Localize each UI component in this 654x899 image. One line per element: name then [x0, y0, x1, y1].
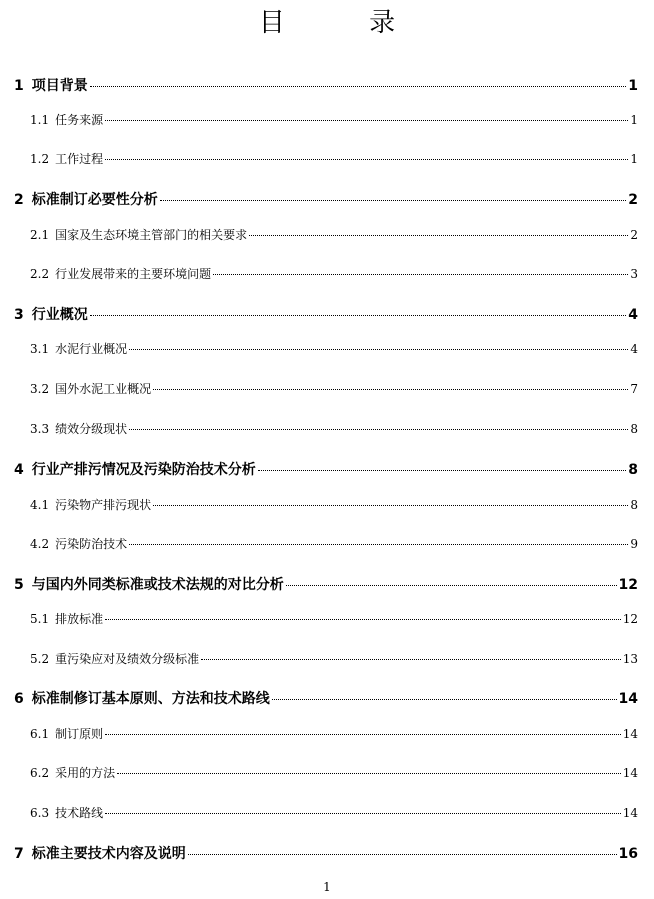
- toc-entry-number: 3.2: [30, 382, 50, 396]
- toc-entry-label: 制订原则: [55, 727, 104, 741]
- toc-entry-page: 8: [628, 462, 638, 478]
- toc-entry-label: 国家及生态环境主管部门的相关要求: [55, 228, 248, 242]
- toc-entry[interactable]: [30, 340, 638, 357]
- toc-entry-page: 14: [618, 691, 638, 707]
- toc-entry-label: 采用的方法: [55, 766, 116, 780]
- toc-entry-number: 3.3: [30, 422, 50, 436]
- toc-entry-number: 2: [14, 192, 24, 208]
- toc-leader-dots: [117, 773, 621, 774]
- toc-entry[interactable]: [30, 535, 638, 552]
- toc-entry[interactable]: [14, 459, 638, 479]
- toc-entry-page: 1: [630, 152, 638, 166]
- toc-entry[interactable]: [30, 420, 638, 437]
- toc-entry-number: 6.1: [30, 727, 50, 741]
- toc-entry-number: 2.2: [30, 267, 50, 281]
- toc-entry-page: 14: [622, 806, 638, 820]
- toc-entry-page: 4: [628, 307, 638, 323]
- toc-entry-page: 1: [628, 78, 638, 94]
- toc-entry[interactable]: [30, 725, 638, 742]
- toc-entry[interactable]: [14, 75, 638, 95]
- toc-entry-page: 4: [630, 342, 638, 356]
- toc-entry-number: 7: [14, 846, 24, 862]
- toc-entry-number: 1: [14, 78, 24, 94]
- toc-entry[interactable]: [30, 380, 638, 397]
- toc-entry-page: 8: [630, 498, 638, 512]
- toc-entry-page: 14: [622, 727, 638, 741]
- toc-entry-label: 标准主要技术内容及说明: [31, 846, 186, 862]
- toc-entry[interactable]: [30, 650, 638, 667]
- toc-entry-number: 3.1: [30, 342, 50, 356]
- toc-entry-page: 12: [622, 612, 638, 626]
- toc-leader-dots: [258, 470, 627, 471]
- toc-leader-dots: [105, 813, 621, 814]
- toc-leader-dots: [129, 429, 628, 430]
- toc-entry-number: 4.2: [30, 537, 50, 551]
- toc-entry-number: 4: [14, 462, 24, 478]
- toc-entry-label: 行业发展带来的主要环境问题: [55, 267, 212, 281]
- toc-entry-label: 任务来源: [55, 113, 104, 127]
- toc-entry-page: 8: [630, 422, 638, 436]
- toc-entry-label: 重污染应对及绩效分级标准: [55, 652, 200, 666]
- toc-entry-label: 工作过程: [55, 152, 104, 166]
- toc-leader-dots: [90, 86, 627, 87]
- toc-leader-dots: [286, 585, 617, 586]
- toc-entry[interactable]: [14, 843, 638, 863]
- toc-leader-dots: [105, 120, 628, 121]
- toc-entry-number: 6: [14, 691, 24, 707]
- toc-entry[interactable]: [14, 304, 638, 324]
- toc-entry-page: 1: [630, 113, 638, 127]
- toc-entry-page: 12: [618, 577, 638, 593]
- toc-leader-dots: [160, 200, 627, 201]
- toc-leader-dots: [153, 505, 628, 506]
- page-number-footer: 1: [323, 880, 331, 894]
- toc-leader-dots: [201, 659, 621, 660]
- toc-entry-label: 项目背景: [31, 78, 88, 94]
- page-title: 目 录: [258, 8, 434, 38]
- toc-entry-label: 水泥行业概况: [55, 342, 128, 356]
- toc-entry-number: 3: [14, 307, 24, 323]
- toc-entry-page: 7: [630, 382, 638, 396]
- toc-entry[interactable]: [30, 764, 638, 781]
- toc-entry[interactable]: [30, 496, 638, 513]
- toc-leader-dots: [90, 315, 627, 316]
- toc-leader-dots: [153, 389, 628, 390]
- toc-leader-dots: [188, 854, 617, 855]
- toc-leader-dots: [105, 619, 621, 620]
- toc-entry-label: 污染防治技术: [55, 537, 128, 551]
- toc-entry-number: 6.2: [30, 766, 50, 780]
- toc-entry-label: 行业产排污情况及污染防治技术分析: [31, 462, 256, 478]
- toc-leader-dots: [105, 159, 628, 160]
- toc-entry-label: 与国内外同类标准或技术法规的对比分析: [31, 577, 284, 593]
- toc-entry[interactable]: [30, 265, 638, 282]
- toc-entry[interactable]: [30, 150, 638, 167]
- toc-leader-dots: [129, 544, 628, 545]
- toc-entry-number: 5: [14, 577, 24, 593]
- toc-entry-label: 行业概况: [31, 307, 88, 323]
- toc-entry-label: 排放标准: [55, 612, 104, 626]
- toc-entry[interactable]: [14, 189, 638, 209]
- toc-leader-dots: [249, 235, 628, 236]
- toc-leader-dots: [213, 274, 628, 275]
- toc-entry-page: 2: [628, 192, 638, 208]
- toc-entry-number: 6.3: [30, 806, 50, 820]
- toc-leader-dots: [129, 349, 628, 350]
- toc-entry-page: 14: [622, 766, 638, 780]
- toc-entry-number: 1.2: [30, 152, 50, 166]
- toc-entry[interactable]: [30, 111, 638, 128]
- toc-entry[interactable]: [14, 688, 638, 708]
- toc-entry-number: 5.1: [30, 612, 50, 626]
- toc-entry-label: 污染物产排污现状: [55, 498, 152, 512]
- toc-entry-page: 16: [618, 846, 638, 862]
- toc-entry-page: 13: [622, 652, 638, 666]
- toc-entry-number: 4.1: [30, 498, 50, 512]
- toc-leader-dots: [105, 734, 621, 735]
- toc-leader-dots: [272, 699, 617, 700]
- toc-entry-page: 3: [630, 267, 638, 281]
- toc-entry-label: 绩效分级现状: [55, 422, 128, 436]
- toc-entry[interactable]: [30, 804, 638, 821]
- toc-entry-page: 2: [630, 228, 638, 242]
- toc-entry-number: 5.2: [30, 652, 50, 666]
- toc-entry[interactable]: [14, 574, 638, 594]
- toc-entry-label: 国外水泥工业概况: [55, 382, 152, 396]
- toc-entry-number: 1.1: [30, 113, 50, 127]
- toc-entry-label: 标准制修订基本原则、方法和技术路线: [31, 691, 270, 707]
- toc-entry-label: 标准制订必要性分析: [31, 192, 158, 208]
- toc-entry[interactable]: [30, 226, 638, 243]
- toc-entry-label: 技术路线: [55, 806, 104, 820]
- toc-entry-number: 2.1: [30, 228, 50, 242]
- toc-entry[interactable]: [30, 610, 638, 627]
- toc-entry-page: 9: [630, 537, 638, 551]
